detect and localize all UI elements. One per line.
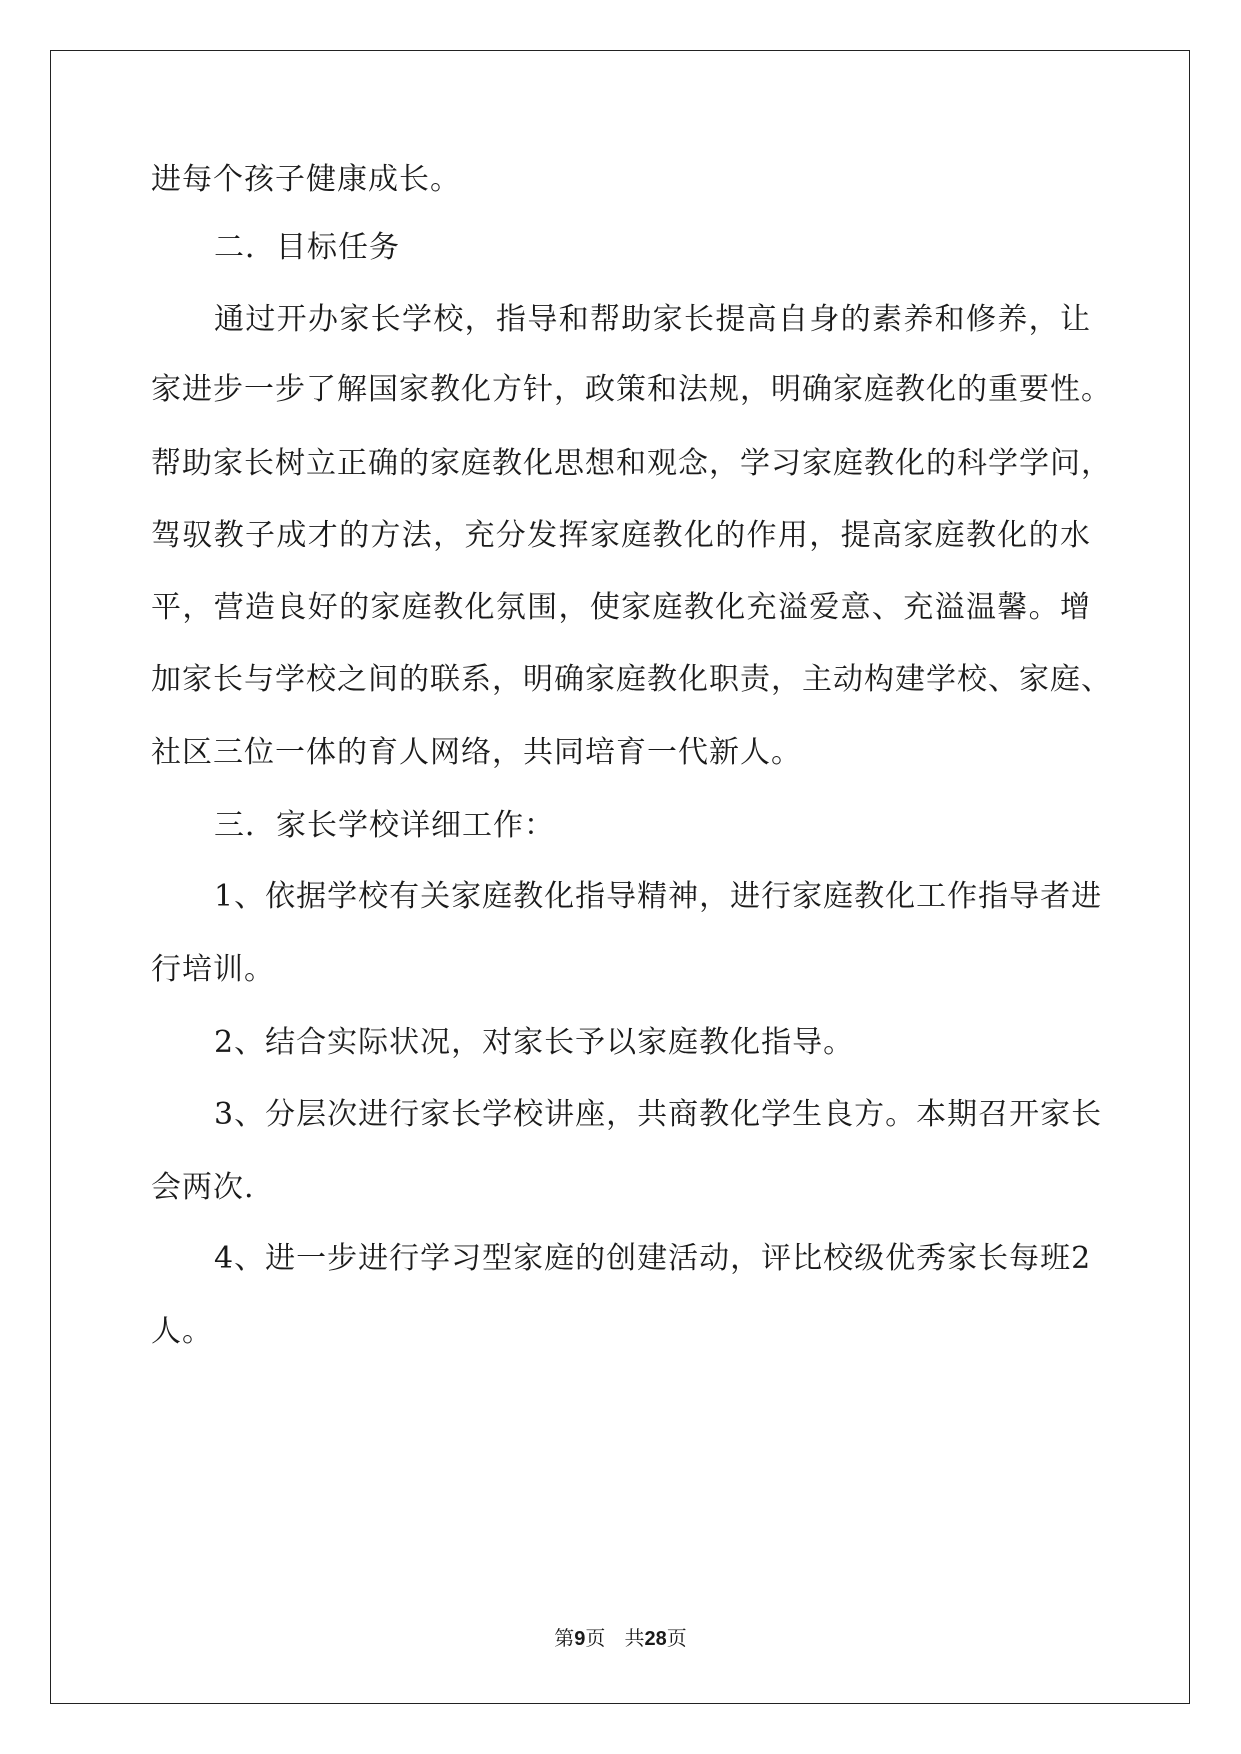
- section-heading: 二．目标任务: [214, 230, 400, 265]
- paragraph-line: 帮助家长树立正确的家庭教化思想和观念，学习家庭教化的科学学问，: [151, 446, 1112, 481]
- section-heading: 三．家长学校详细工作：: [214, 808, 555, 843]
- footer-total-pages: 28: [644, 1628, 667, 1650]
- list-item-line: 行培训。: [151, 952, 275, 987]
- paragraph-line: 驾驭教子成才的方法，充分发挥家庭教化的作用，提高家庭教化的水: [151, 518, 1091, 553]
- page-footer: [0, 1625, 1241, 1652]
- list-item-line: 3、分层次进行家长学校讲座，共商教化学生良方。本期召开家长: [214, 1097, 1103, 1132]
- paragraph-line: 进每个孩子健康成长。: [151, 162, 461, 197]
- footer-page-suffix: 页: [585, 1626, 606, 1650]
- footer-page-number: 9: [574, 1628, 586, 1650]
- paragraph-line: 通过开办家长学校，指导和帮助家长提高自身的素养和修养，让: [214, 302, 1091, 337]
- list-item-line: 1、依据学校有关家庭教化指导精神，进行家庭教化工作指导者进: [214, 879, 1103, 914]
- footer-page-prefix: 第: [554, 1626, 575, 1650]
- list-item-line: 人。: [151, 1314, 213, 1349]
- list-item-line: 会两次.: [151, 1170, 255, 1205]
- list-item-line: 4、进一步进行学习型家庭的创建活动，评比校级优秀家长每班2: [214, 1241, 1092, 1276]
- paragraph-line: 家进步一步了解国家教化方针，政策和法规，明确家庭教化的重要性。: [151, 372, 1112, 407]
- paragraph-line: 加家长与学校之间的联系，明确家庭教化职责，主动构建学校、家庭、: [151, 662, 1112, 697]
- footer-total-suffix: 页: [666, 1626, 687, 1650]
- paragraph-line: 社区三位一体的育人网络，共同培育一代新人。: [151, 735, 802, 770]
- paragraph-line: 平，营造良好的家庭教化氛围，使家庭教化充溢爱意、充溢温馨。增: [151, 590, 1091, 625]
- footer-total-prefix: 共: [624, 1626, 645, 1650]
- list-item-line: 2、结合实际状况，对家长予以家庭教化指导。: [214, 1025, 855, 1060]
